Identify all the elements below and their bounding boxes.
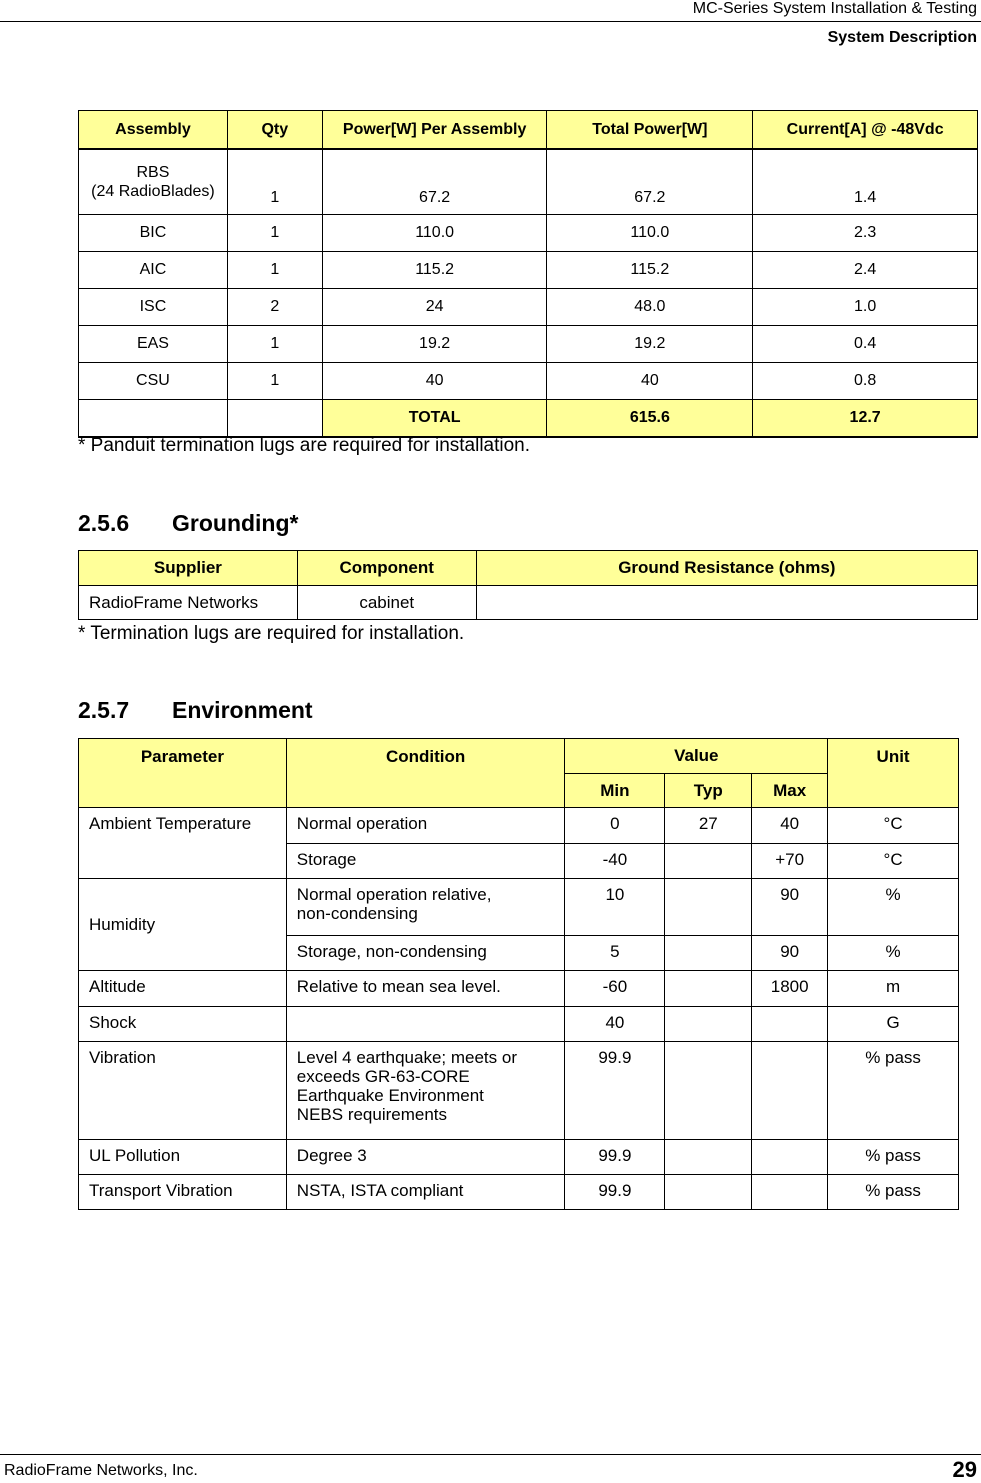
section-number: 2.5.6 bbox=[78, 510, 130, 536]
header-min: Min bbox=[565, 774, 665, 808]
grounding-note: * Termination lugs are required for installation. bbox=[78, 623, 465, 644]
cell-unit: % bbox=[828, 879, 959, 936]
cell-assembly: ISC bbox=[79, 289, 228, 326]
cell-current: 0.4 bbox=[753, 326, 978, 363]
cell-power-per: 19.2 bbox=[322, 326, 547, 363]
cell-condition: Normal operation bbox=[286, 808, 565, 844]
table-row bbox=[79, 149, 978, 215]
footer-rule bbox=[0, 1454, 981, 1455]
cell-power-per: 67.2 bbox=[322, 149, 547, 215]
cell-total: 48.0 bbox=[547, 289, 753, 326]
table-row bbox=[79, 971, 959, 1007]
cell-max bbox=[752, 1042, 828, 1140]
cell-power-per: 40 bbox=[322, 363, 547, 400]
cell-unit: % bbox=[828, 936, 959, 971]
cell-qty: 2 bbox=[227, 289, 322, 326]
cell-parameter: UL Pollution bbox=[79, 1140, 287, 1175]
cell-supplier: RadioFrame Networks bbox=[79, 586, 298, 620]
cell-ground-resistance bbox=[476, 586, 977, 620]
power-table-note: * Panduit termination lugs are required for installation. bbox=[78, 435, 531, 456]
cell-typ: 27 bbox=[665, 808, 752, 844]
section-number: 2.5.7 bbox=[78, 697, 130, 723]
header-supplier: Supplier bbox=[79, 551, 298, 586]
cell-condition: NSTA, ISTA compliant bbox=[286, 1175, 565, 1210]
cell-max: +70 bbox=[752, 844, 828, 879]
cell-current: 2.3 bbox=[753, 215, 978, 252]
empty-cell bbox=[79, 400, 228, 438]
cell-qty: 1 bbox=[227, 252, 322, 289]
cell-max: 90 bbox=[752, 936, 828, 971]
header-value: Value bbox=[565, 739, 828, 774]
table-row bbox=[79, 1140, 959, 1175]
table-row bbox=[79, 1042, 959, 1140]
page-number: 29 bbox=[952, 1457, 977, 1482]
cell-typ bbox=[665, 1007, 752, 1042]
section-heading-environment bbox=[78, 697, 313, 724]
cell-condition bbox=[286, 1007, 565, 1042]
cell-max bbox=[752, 1175, 828, 1210]
cell-unit: % pass bbox=[828, 1140, 959, 1175]
cell-parameter: Shock bbox=[79, 1007, 287, 1042]
cell-unit: m bbox=[828, 971, 959, 1007]
cell-min: 99.9 bbox=[565, 1042, 665, 1140]
total-power-value: 615.6 bbox=[547, 400, 753, 438]
assembly-line: (24 RadioBlades) bbox=[91, 183, 215, 200]
header-qty: Qty bbox=[227, 111, 322, 150]
cell-qty: 1 bbox=[227, 363, 322, 400]
condition-line: Level 4 earthquake; meets or bbox=[296, 1048, 517, 1067]
cell-unit: °C bbox=[828, 808, 959, 844]
cell-min: 0 bbox=[565, 808, 665, 844]
cell-typ bbox=[665, 1175, 752, 1210]
cell-component: cabinet bbox=[297, 586, 476, 620]
total-current-value: 12.7 bbox=[753, 400, 978, 438]
cell-current: 2.4 bbox=[753, 252, 978, 289]
cell-power-per: 110.0 bbox=[322, 215, 547, 252]
header-parameter: Parameter bbox=[79, 739, 287, 808]
cell-min: 40 bbox=[565, 1007, 665, 1042]
cell-assembly: BIC bbox=[79, 215, 228, 252]
cell-total: 19.2 bbox=[547, 326, 753, 363]
table-row bbox=[79, 326, 978, 363]
cell-typ bbox=[665, 879, 752, 936]
cell-min: 10 bbox=[565, 879, 665, 936]
cell-parameter: Altitude bbox=[79, 971, 287, 1007]
condition-line: non-condensing bbox=[296, 904, 418, 923]
table-row bbox=[79, 808, 959, 844]
cell-min: 5 bbox=[565, 936, 665, 971]
header-component: Component bbox=[297, 551, 476, 586]
table-row bbox=[79, 215, 978, 252]
cell-min: -60 bbox=[565, 971, 665, 1007]
condition-line: Earthquake Environment bbox=[296, 1086, 484, 1105]
cell-current: 1.0 bbox=[753, 289, 978, 326]
table-row bbox=[79, 879, 959, 936]
cell-max: 40 bbox=[752, 808, 828, 844]
cell-condition: Degree 3 bbox=[286, 1140, 565, 1175]
cell-max: 1800 bbox=[752, 971, 828, 1007]
cell-unit: % pass bbox=[828, 1175, 959, 1210]
cell-min: -40 bbox=[565, 844, 665, 879]
condition-line: exceeds GR-63-CORE bbox=[296, 1067, 470, 1086]
footer-company: RadioFrame Networks, Inc. bbox=[4, 1462, 198, 1479]
cell-total: 40 bbox=[547, 363, 753, 400]
cell-max bbox=[752, 1007, 828, 1042]
cell-condition bbox=[286, 1042, 565, 1140]
total-row bbox=[79, 400, 978, 438]
grounding-header-row bbox=[79, 551, 978, 586]
cell-typ bbox=[665, 844, 752, 879]
cell-parameter: Vibration bbox=[79, 1042, 287, 1140]
cell-total: 67.2 bbox=[547, 149, 753, 215]
condition-line: Normal operation relative, bbox=[296, 885, 492, 904]
header-power-per-assembly: Power[W] Per Assembly bbox=[322, 111, 547, 150]
cell-unit: % pass bbox=[828, 1042, 959, 1140]
table-row bbox=[79, 363, 978, 400]
cell-assembly bbox=[79, 149, 228, 215]
env-header-row bbox=[79, 739, 959, 774]
cell-unit: G bbox=[828, 1007, 959, 1042]
cell-condition: Storage bbox=[286, 844, 565, 879]
cell-current: 0.8 bbox=[753, 363, 978, 400]
power-table-header-row bbox=[79, 111, 978, 150]
cell-condition bbox=[286, 879, 565, 936]
assembly-line: RBS bbox=[136, 164, 170, 181]
table-row bbox=[79, 289, 978, 326]
cell-total: 110.0 bbox=[547, 215, 753, 252]
header-current: Current[A] @ -48Vdc bbox=[753, 111, 978, 150]
header-ground-resistance: Ground Resistance (ohms) bbox=[476, 551, 977, 586]
section-title: Grounding* bbox=[172, 510, 299, 536]
header-rule bbox=[0, 21, 981, 22]
cell-max bbox=[752, 1140, 828, 1175]
cell-typ bbox=[665, 971, 752, 1007]
section-subtitle: System Description bbox=[827, 29, 977, 46]
section-heading-grounding bbox=[78, 510, 298, 537]
condition-line: NEBS requirements bbox=[296, 1105, 448, 1124]
cell-unit: °C bbox=[828, 844, 959, 879]
cell-max: 90 bbox=[752, 879, 828, 936]
cell-typ bbox=[665, 936, 752, 971]
cell-current: 1.4 bbox=[753, 149, 978, 215]
grounding-table bbox=[78, 550, 978, 620]
document-title: MC-Series System Installation & Testing bbox=[692, 0, 977, 17]
cell-assembly: CSU bbox=[79, 363, 228, 400]
power-table bbox=[78, 110, 978, 438]
cell-typ bbox=[665, 1140, 752, 1175]
header-assembly: Assembly bbox=[79, 111, 228, 150]
cell-min: 99.9 bbox=[565, 1175, 665, 1210]
cell-power-per: 24 bbox=[322, 289, 547, 326]
cell-qty: 1 bbox=[227, 326, 322, 363]
cell-qty: 1 bbox=[227, 215, 322, 252]
cell-parameter: Transport Vibration bbox=[79, 1175, 287, 1210]
header-condition: Condition bbox=[286, 739, 565, 808]
cell-typ bbox=[665, 1042, 752, 1140]
header-max: Max bbox=[752, 774, 828, 808]
cell-condition: Storage, non-condensing bbox=[286, 936, 565, 971]
cell-qty: 1 bbox=[227, 149, 322, 215]
header-unit: Unit bbox=[828, 739, 959, 808]
cell-parameter: Humidity bbox=[79, 879, 287, 971]
cell-min: 99.9 bbox=[565, 1140, 665, 1175]
section-title: Environment bbox=[172, 697, 313, 723]
cell-assembly: EAS bbox=[79, 326, 228, 363]
header-total-power: Total Power[W] bbox=[547, 111, 753, 150]
cell-parameter: Ambient Temperature bbox=[79, 808, 287, 879]
table-row bbox=[79, 252, 978, 289]
empty-cell bbox=[227, 400, 322, 438]
environment-table bbox=[78, 738, 959, 1210]
cell-total: 115.2 bbox=[547, 252, 753, 289]
table-row bbox=[79, 586, 978, 620]
cell-assembly: AIC bbox=[79, 252, 228, 289]
cell-condition: Relative to mean sea level. bbox=[286, 971, 565, 1007]
table-row bbox=[79, 1007, 959, 1042]
total-label: TOTAL bbox=[322, 400, 547, 438]
table-row bbox=[79, 1175, 959, 1210]
cell-power-per: 115.2 bbox=[322, 252, 547, 289]
header-typ: Typ bbox=[665, 774, 752, 808]
